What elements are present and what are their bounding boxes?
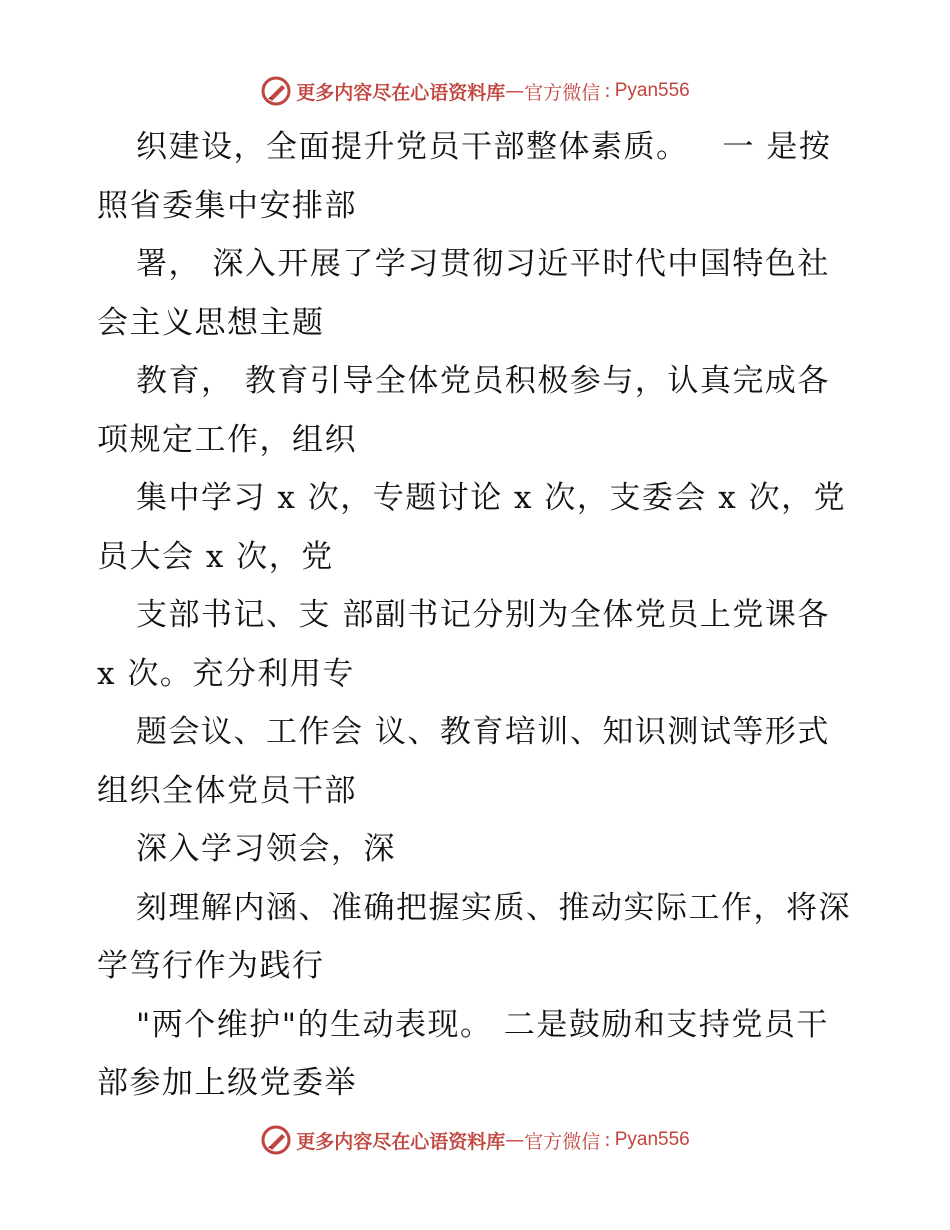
paragraph: 深入学习领会，深 xyxy=(136,831,396,867)
watermark-main-text: 更多内容尽在心语资料库 xyxy=(296,81,506,104)
watermark-dash: — xyxy=(505,80,525,102)
pen-logo-icon xyxy=(260,1124,292,1156)
watermark-separator: : xyxy=(604,80,611,102)
watermark-official-text: 官方微信 xyxy=(524,1130,601,1153)
document-body xyxy=(97,118,857,1113)
footer-watermark xyxy=(0,1120,950,1160)
watermark-separator: : xyxy=(604,1129,611,1151)
watermark-official-text: 官方微信 xyxy=(524,81,601,104)
watermark-wechat-id: Pyan556 xyxy=(614,80,690,101)
paragraph: 题会议、工作会 议、教育培训、知识测试等形式组织全体党员干部 xyxy=(97,714,830,809)
paragraph: 集中学习 x 次，专题讨论 x 次，支委会 x 次，党员大会 x 次，党 xyxy=(97,480,847,575)
paragraph: 刻理解内涵、准确把握实质、推动实际工作，将深学笃行作为践行 xyxy=(97,889,851,984)
paragraph: 署， 深入开展了学习贯彻习近平时代中国特色社会主义思想主题 xyxy=(97,246,830,341)
paragraph: 支部书记、支 部副书记分别为全体党员上党课各 x 次。充分利用专 xyxy=(97,597,842,692)
header-watermark xyxy=(0,71,950,111)
watermark-main-text: 更多内容尽在心语资料库 xyxy=(296,1130,506,1153)
paragraph: 织建设，全面提升党员干部整体素质。 一 是按照省委集中安排部 xyxy=(97,129,832,224)
paragraph: "两个维护"的生动表现。 二是鼓励和支持党员干部参加上级党委举 xyxy=(97,1006,829,1101)
paragraph: 教育， 教育引导全体党员积极参与，认真完成各项规定工作，组织 xyxy=(97,363,830,458)
watermark-dash: — xyxy=(505,1129,525,1151)
watermark-wechat-id: Pyan556 xyxy=(614,1129,690,1150)
pen-logo-icon xyxy=(260,75,292,107)
